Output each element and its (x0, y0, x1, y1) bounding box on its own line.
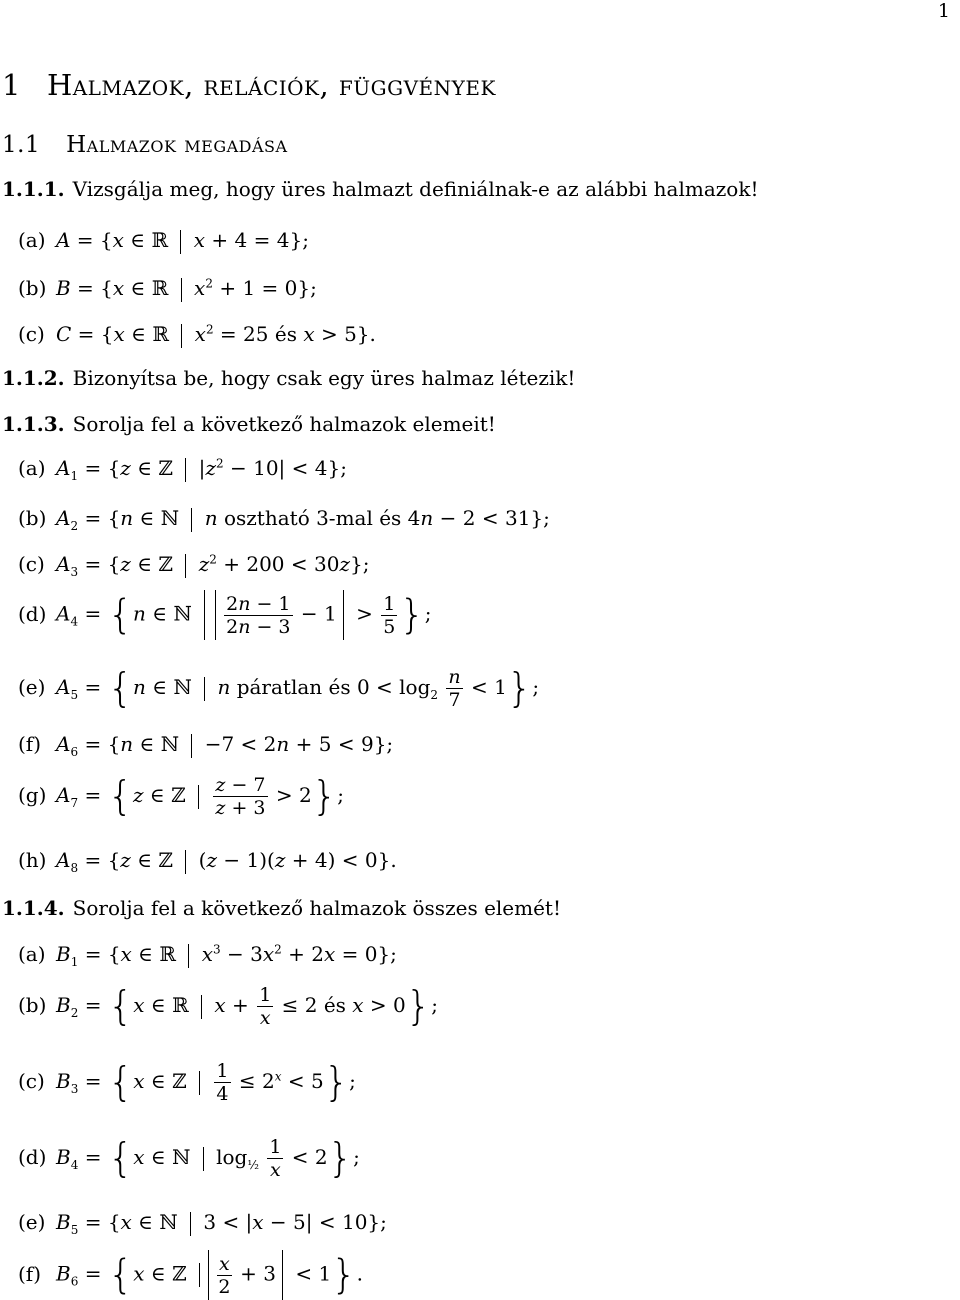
p4-item-c: (c) $B_3 = \{x$ ∈ ℤ $\frac{1}{4}$ ≤ $2^x < 5$}; (18, 1059, 356, 1106)
p4-item-f: (f) $B_6 = \{x$ ∈ ℤ $\frac{x}{2}$ + 3 < 1}. (18, 1252, 363, 1298)
section-title: 1.1 Halmazok megadása (2, 132, 288, 158)
p3-item-f: (f) $A_6 = \{n$ ∈ ℕ −7 < 2n + 5 < 9}; (18, 732, 394, 759)
page-number: 1 (937, 0, 950, 22)
p3-item-c: (c) $A_3 = \{z$ ∈ ℤ $z^2 + 200 < 30z$}; (18, 552, 370, 579)
p3-item-g: (g) $A_7 = \{z$ ∈ ℤ $\frac{z - 7}{z + 3}$ > 2}; (18, 773, 344, 820)
p3-item-b: (b) $A_2 = \{n$ ∈ ℕ n osztható 3-mal és 4n − 2 < 31}; (18, 506, 550, 533)
p1-item-a: (a) A = {x ∈ ℝ x + 4 = 4}; (18, 228, 309, 252)
p4-item-e: (e) $B_5 = \{x$ ∈ ℕ 3 < |x − 5| < 10}; (18, 1210, 387, 1237)
p4-item-d: (d) $B_4 = \{x$ ∈ ℕ $\log_{\frac{1}{2}}$ $\frac{1}{x}$ < 2}; (18, 1135, 360, 1182)
p3-item-e: (e) $A_5 = \{n$ ∈ ℕ n páratlan és $0 < \log_2$ $\frac{n}{7}$ < 1}; (18, 665, 540, 712)
problem-1-1-1: 1.1.1. Vizsgálja meg, hogy üres halmazt definiálnak-e az alábbi halmazok! (2, 177, 759, 201)
chapter-title: 1 Halmazok, relációk, függvények (2, 68, 496, 102)
p3-item-h: (h) $A_8 = \{z$ ∈ ℤ (z − 1)(z + 4) < 0}. (18, 848, 397, 875)
p3-item-a: (a) $A_1 = \{z$ ∈ ℤ $|z^2 - 10| < 4$}; (18, 456, 347, 483)
problem-1-1-4: 1.1.4. Sorolja fel a következő halmazok összes elemét! (2, 896, 562, 920)
p4-item-a: (a) $B_1 = \{x$ ∈ ℝ $x^3 - 3x^2 + 2x = 0$}; (18, 942, 397, 969)
p1-item-c: (c) C = {x ∈ ℝ $x^2 = 25$ és x > 5}. (18, 322, 376, 346)
p3-item-d: (d) $A_4 = \{n$ ∈ ℕ $\frac{2n - 1}{2n - 3}$ − 1 > $\frac{1}{5}$ }; (18, 592, 432, 638)
problem-1-1-2: 1.1.2. Bizonyítsa be, hogy csak egy üres halmaz létezik! (2, 366, 576, 390)
p4-item-b: (b) $B_2 = \{x$ ∈ ℝ x + $\frac{1}{x}$ ≤ 2 és x > 0}; (18, 983, 438, 1030)
problem-1-1-3: 1.1.3. Sorolja fel a következő halmazok elemeit! (2, 412, 496, 436)
p1-item-b: (b) B = {x ∈ ℝ $x^2 + 1 = 0$}; (18, 276, 317, 300)
